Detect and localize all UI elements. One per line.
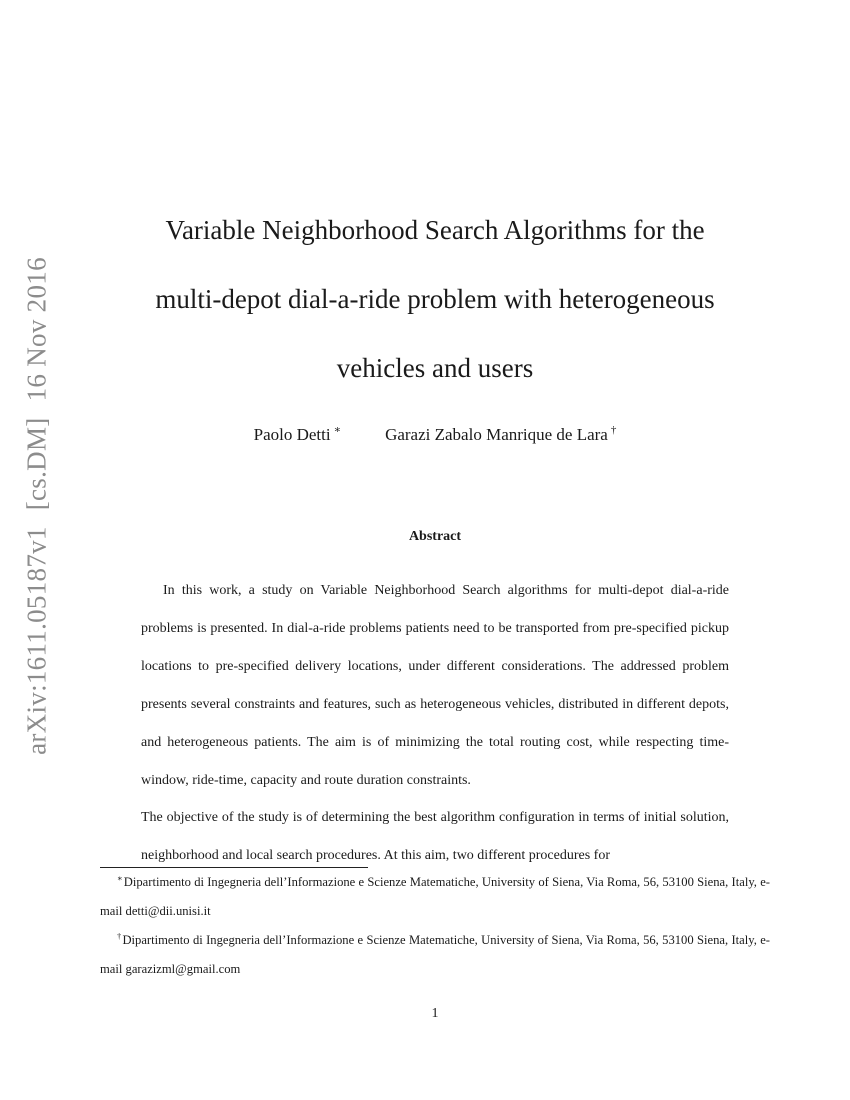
title-line: Variable Neighborhood Search Algorithms for the [165,215,705,245]
author-footnote-mark: † [610,424,617,436]
paper-title [110,196,760,403]
footnotes [100,868,770,984]
footnote [100,868,770,926]
footnote [100,926,770,984]
abstract-body [141,572,729,875]
author-footnote-mark: ∗ [333,424,342,436]
footnote-mark: † [117,931,122,941]
footnote-text: Dipartimento di Ingegneria dell’Informazione e Scienze Matematiche, University of Siena, Via Roma, 56, 53100 Siena, Italy, e-mail detti@dii.unisi.it [100,875,770,918]
abstract-heading: Abstract [408,529,462,544]
footnote-text: Dipartimento di Ingegneria dell’Informazione e Scienze Matematiche, University of Siena, Via Roma, 56, 53100 Siena, Italy, e-mail garazizml@gmail.com [100,933,770,976]
abstract-paragraph: The objective of the study is of determining the best algorithm configuration in terms of initial solution, neighborhood and local search procedures. At this aim, two different procedures for [141,810,729,864]
abstract-paragraph: In this work, a study on Variable Neighborhood Search algorithms for multi-depot dial-a-ride problems is presented. In dial-a-ride problems patients need to be transported from pre-specified pickup locations to pre-specified delivery locations, under different considerations. The addressed problem presents several constraints and features, such as heterogeneous vehicles, distributed in different depots, and heterogeneous patients. The aim is of minimizing the total routing cost, while respecting time-window, ride-time, capacity and route duration constraints. [141,583,729,788]
author-name: Garazi Zabalo Manrique de Lara [385,425,608,444]
footnote-mark: ∗ [117,873,123,883]
arxiv-date: 16 Nov 2016 [21,257,52,402]
author [254,425,341,445]
author [385,425,616,445]
arxiv-identifier-stamp [22,241,53,755]
title-line: multi-depot dial-a-ride problem with heterogeneous [155,284,715,314]
page-number: 1 [431,1006,439,1021]
author-list [110,425,760,445]
arxiv-category: [cs.DM] [21,417,52,511]
title-line: vehicles and users [336,353,534,383]
author-name: Paolo Detti [253,425,331,444]
arxiv-id: arXiv:1611.05187v1 [21,526,52,755]
